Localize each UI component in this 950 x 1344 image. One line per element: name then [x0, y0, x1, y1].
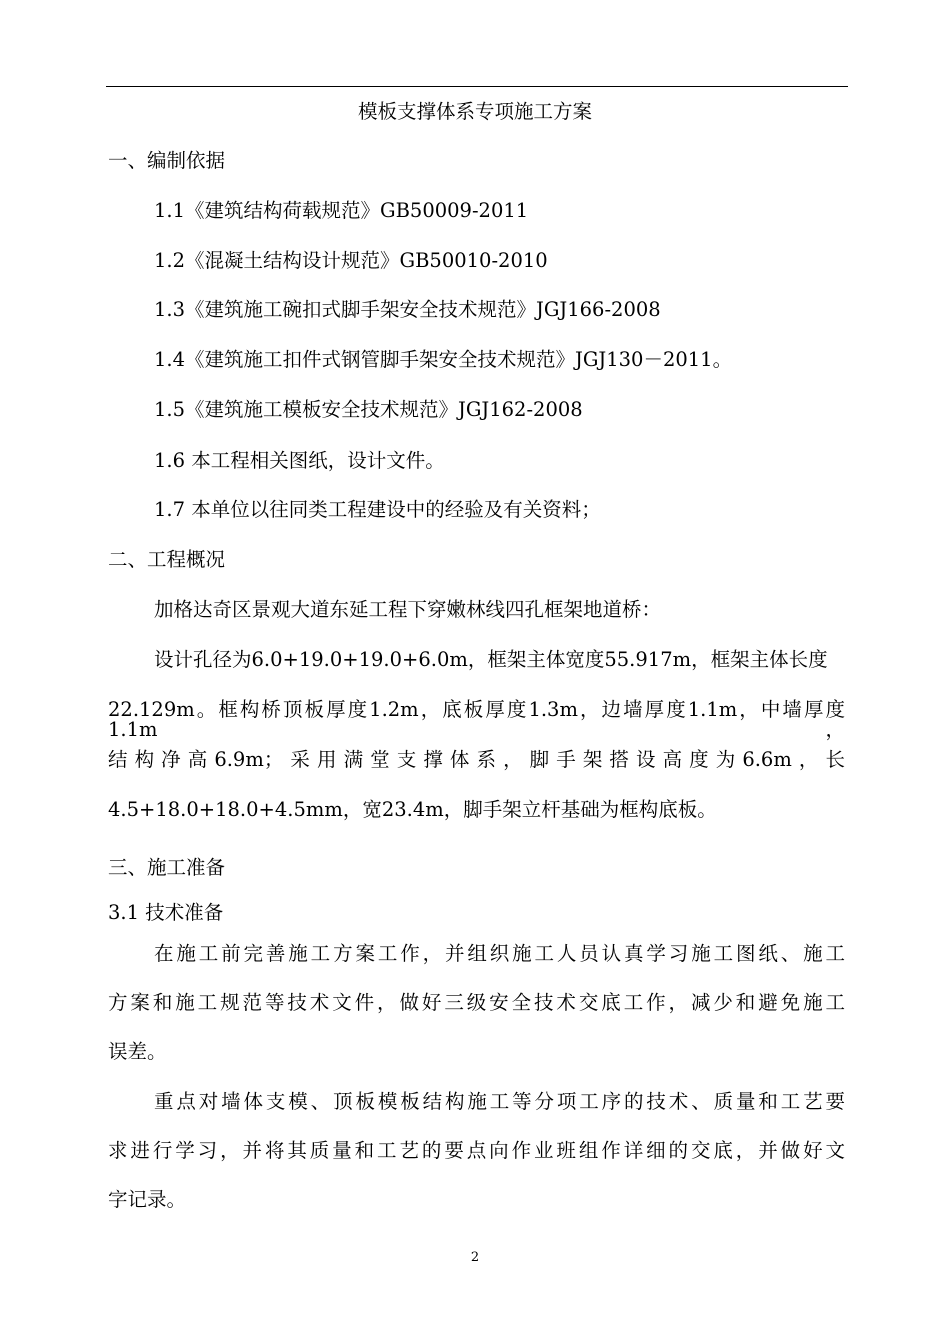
project-paragraph-line: 结构净高6.9m；采用满堂支撑体系，脚手架搭设高度为6.6m，长 — [108, 748, 845, 771]
project-paragraph-line: 4.5+18.0+18.0+4.5mm，宽23.4m，脚手架立杆基础为框构底板。 — [108, 798, 717, 821]
section-3-heading: 三、施工准备 — [108, 856, 226, 879]
prep-paragraph-line: 在施工前完善施工方案工作，并组织施工人员认真学习施工图纸、施工 — [154, 942, 845, 965]
header-rule — [106, 86, 848, 87]
page-number: 2 — [470, 1250, 480, 1265]
project-paragraph-line: 22.129m。框构桥顶板厚度1.2m，底板厚度1.3m，边墙厚度1.1m，中墙厚度1.1m， — [108, 698, 845, 741]
prep-paragraph-line: 误差。 — [108, 1040, 167, 1063]
reference-item: 1.6 本工程相关图纸，设计文件。 — [154, 449, 445, 472]
reference-item: 1.5《建筑施工模板安全技术规范》JGJ162-2008 — [154, 398, 583, 421]
project-intro: 加格达奇区景观大道东延工程下穿嫩林线四孔框架地道桥： — [154, 598, 662, 621]
prep-paragraph-line: 方案和施工规范等技术文件，做好三级安全技术交底工作，减少和避免施工 — [108, 991, 845, 1014]
section-2-heading: 二、工程概况 — [108, 548, 226, 571]
reference-item: 1.1《建筑结构荷载规范》GB50009-2011 — [154, 199, 529, 222]
prep-paragraph-line: 重点对墙体支模、顶板模板结构施工等分项工序的技术、质量和工艺要 — [154, 1090, 845, 1113]
document-title: 模板支撑体系专项施工方案 — [357, 100, 592, 123]
prep-paragraph-line: 求进行学习，并将其质量和工艺的要点向作业班组作详细的交底，并做好文 — [108, 1139, 845, 1162]
reference-item: 1.4《建筑施工扣件式钢管脚手架安全技术规范》JGJ130－2011。 — [154, 348, 733, 371]
reference-item: 1.7 本单位以往同类工程建设中的经验及有关资料； — [154, 498, 601, 521]
reference-item: 1.3《建筑施工碗扣式脚手架安全技术规范》JGJ166-2008 — [154, 298, 661, 321]
project-paragraph-line: 设计孔径为6.0+19.0+19.0+6.0m，框架主体宽度55.917m，框架主体长度 — [154, 648, 828, 671]
reference-item: 1.2《混凝土结构设计规范》GB50010-2010 — [154, 249, 548, 272]
prep-paragraph-line: 字记录。 — [108, 1188, 187, 1211]
subsection-heading: 3.1 技术准备 — [108, 901, 224, 924]
section-1-heading: 一、编制依据 — [108, 149, 226, 172]
